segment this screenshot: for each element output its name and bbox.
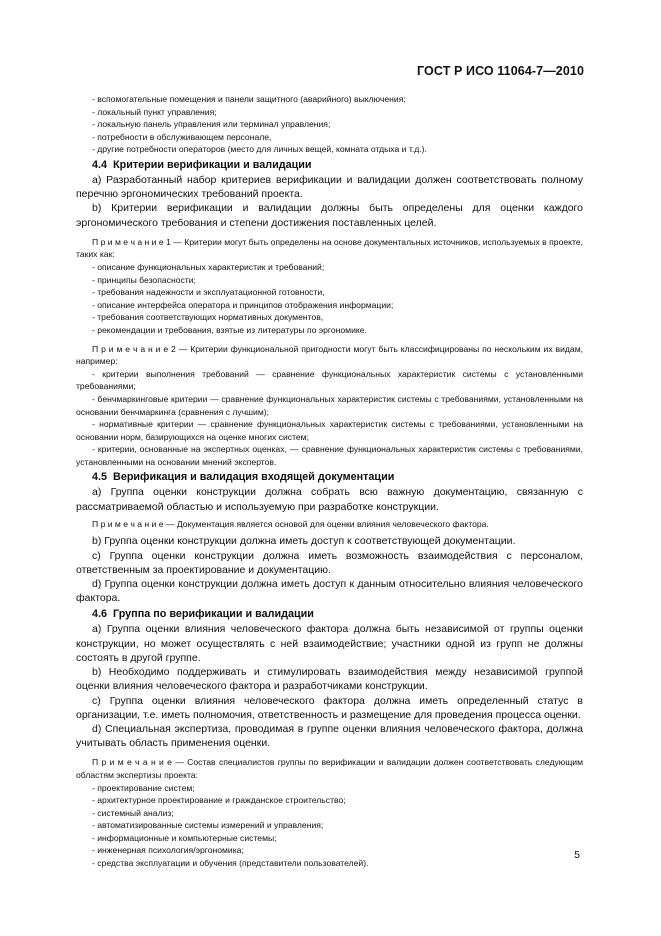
paragraph: а) Группа оценки конструкции должна собрать всю важную документацию, связанную с рассматриваемой областью и используемую при разработке конструкции. bbox=[76, 486, 583, 513]
section-heading-4-4 bbox=[76, 158, 583, 173]
list-item: - потребности в обслуживающем персонале, bbox=[92, 131, 272, 142]
paragraph: а) Группа оценки влияния человеческого фактора должна быть независимой от группы оценки конструкции, но может осуществлять с ней взаимодействие; участники одной из групп не должны состоять в другой группе. bbox=[76, 623, 583, 664]
note-text: 1 — Критерии могут быть определены на основе документальных источников, используемых в проекте, таких как: bbox=[76, 236, 583, 260]
note-label: П р и м е ч а н и е bbox=[92, 343, 169, 354]
section-number: 4.5 bbox=[92, 471, 108, 484]
list-item: - локальную панель управления или терминал управления; bbox=[92, 119, 331, 130]
note bbox=[76, 518, 583, 531]
list-item: - рекомендации и требования, взятые из литературы по эргономике. bbox=[92, 324, 367, 335]
list-item: - автоматизированные системы измерений и управления; bbox=[92, 820, 324, 831]
list-item: - проектирование систем; bbox=[92, 782, 195, 793]
note-label: П р и м е ч а н и е bbox=[92, 518, 164, 529]
list-item: - нормативные критерии — сравнение функциональных характеристик системы с требованиями, установленными на основании норм, базирующихся на оценке многих систем; bbox=[76, 419, 583, 442]
section-number: 4.4 bbox=[92, 158, 108, 171]
list-item: - средства эксплуатации и обучения (представители пользователей). bbox=[92, 858, 369, 869]
list-item: - инженерная психология/эргономика; bbox=[92, 845, 244, 856]
paragraph: b) Группа оценки конструкции должна иметь доступ к соответствующей документации. bbox=[92, 535, 516, 548]
note-label: П р и м е ч а н и е bbox=[92, 757, 172, 768]
list-item: - локальный пункт управления; bbox=[92, 106, 217, 117]
section-heading-4-6 bbox=[76, 607, 583, 622]
section-heading-4-5 bbox=[76, 470, 583, 485]
list-item: - архитектурное проектирование и гражданское строительство; bbox=[92, 795, 346, 806]
section-title: Критерии верификации и валидации bbox=[113, 158, 312, 171]
list-item: - системный анализ; bbox=[92, 807, 174, 818]
list-item: - информационные и компьютерные системы; bbox=[92, 832, 277, 843]
paragraph: b) Необходимо поддерживать и стимулировать взаимодействия между независимой группой оценки влияния человеческого фактора и разработчиками конструкции. bbox=[76, 666, 583, 693]
page-content bbox=[76, 93, 583, 870]
list-item: - бенчмаркинговые критерии — сравнение функциональных характеристик системы с требованиями, установленными на основании бенчмаркинга (сравнения с лучшим); bbox=[76, 393, 583, 417]
note-text: — Документация является основой для оценки влияния человеческого фактора. bbox=[163, 518, 489, 529]
list-item: - описание функциональных характеристик и требований; bbox=[92, 261, 325, 272]
paragraph: d) Специальная экспертиза, проводимая в группе оценки влияния человеческого фактора, должна учитывать область применения оценки. bbox=[76, 722, 583, 750]
list-item: - требования соответствующих нормативных документов, bbox=[92, 312, 324, 323]
note-text: — Состав специалистов группы по верификации и валидации должен соответствовать следующим областям экспертизы проекта: bbox=[76, 757, 583, 780]
note bbox=[76, 236, 583, 261]
note-label: П р и м е ч а н и е bbox=[92, 236, 164, 247]
list-item: - требования надежности и эксплуатационной готовности, bbox=[92, 287, 325, 298]
paragraph: c) Группа оценки влияния человеческого фактора должна иметь определенный статус в организации, т.е. иметь полномочия, ответственность и размещение для проведения процесса оценки. bbox=[76, 694, 583, 721]
note bbox=[76, 343, 583, 368]
paragraph: а) Разработанный набор критериев верификации и валидации должен соответствовать полному перечню эргономических требований проекта. bbox=[76, 173, 583, 201]
paragraph: d) Группа оценки конструкции должна иметь доступ к данным относительно влияния человеческого фактора. bbox=[76, 578, 583, 605]
list-item: - другие потребности операторов (место для личных вещей, комната отдыха и т.д.). bbox=[92, 144, 427, 155]
page-number: 5 bbox=[574, 849, 580, 861]
list-item: - критерии, основанные на экспертных оценках, — сравнение функциональных характеристик системы с требованиями, установленными на основании мнений экспертов. bbox=[76, 444, 583, 467]
paragraph: c) Группа оценки конструкции должна иметь возможность взаимодействия с персоналом, ответственным за проектирование и документацию. bbox=[76, 549, 583, 576]
section-number: 4.6 bbox=[92, 608, 108, 621]
section-title: Группа по верификации и валидации bbox=[113, 608, 314, 621]
section-title: Верификация и валидация входящей документации bbox=[113, 471, 395, 484]
document-id-header: ГОСТ Р ИСО 11064-7—2010 bbox=[417, 64, 584, 78]
list-item: - описание интерфейса оператора и принципов отображения информации; bbox=[92, 299, 394, 310]
list-item: - принципы безопасности; bbox=[92, 274, 196, 285]
list-item: - критерии выполнения требований — сравнение функциональных характеристик системы с установленными требованиями; bbox=[76, 368, 583, 392]
paragraph: b) Критерии верификации и валидации должны быть определены для оценки каждого эргономического требования и степени достижения поставленных целей. bbox=[76, 202, 583, 229]
note bbox=[76, 756, 583, 781]
list-item: - вспомогательные помещения и панели защитного (аварийного) выключения; bbox=[92, 94, 406, 104]
note-text: 2 — Критерии функциональной пригодности могут быть классифицированы по нескольким их видам, например: bbox=[76, 343, 583, 367]
